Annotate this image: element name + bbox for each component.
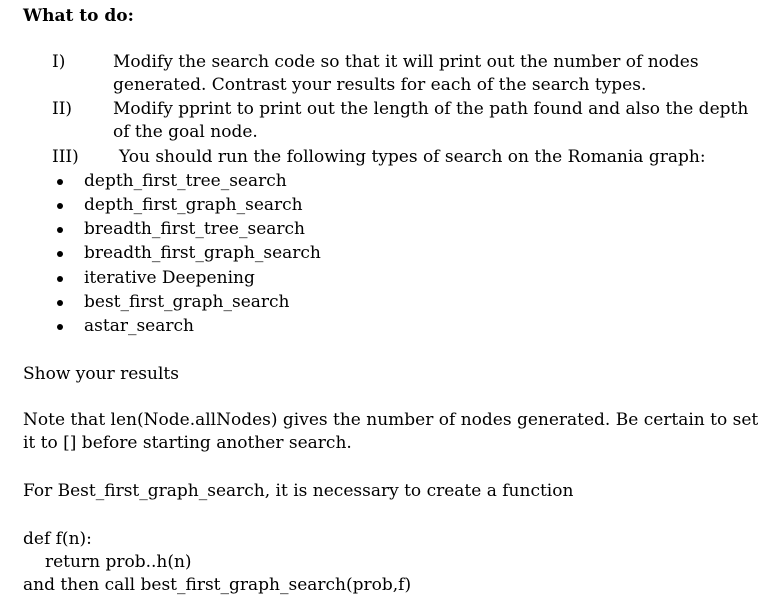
bullet-dot-icon — [57, 251, 63, 257]
numbered-line-2b: of the goal node. — [113, 122, 258, 142]
numbered-line-3a: You should run the following types of search on the Romania graph: — [119, 147, 706, 167]
show-results-text: Show your results — [23, 364, 179, 384]
bullet-dot-icon — [57, 324, 63, 330]
heading: What to do: — [23, 6, 134, 26]
bullet-item: breadth_first_graph_search — [84, 243, 321, 263]
numbered-line-1a: Modify the search code so that it will print out the number of nodes — [113, 52, 699, 72]
code-line-call: and then call best_first_graph_search(prob,f) — [23, 575, 412, 595]
numbered-label-3: III) — [52, 147, 79, 167]
bullet-item: best_first_graph_search — [84, 292, 290, 312]
bullet-dot-icon — [57, 300, 63, 306]
note-line-1: Note that len(Node.allNodes) gives the number of nodes generated. Be certain to set — [23, 410, 759, 430]
numbered-label-1: I) — [52, 52, 66, 72]
bullet-dot-icon — [57, 203, 63, 209]
bullet-item: depth_first_graph_search — [84, 195, 303, 215]
bullet-dot-icon — [57, 227, 63, 233]
bullet-dot-icon — [57, 179, 63, 185]
bullet-item: astar_search — [84, 316, 194, 336]
numbered-line-2a: Modify pprint to print out the length of the path found and also the depth — [113, 99, 749, 119]
note-line-2: it to [] before starting another search. — [23, 433, 352, 453]
numbered-line-1b: generated. Contrast your results for each of the search types. — [113, 75, 647, 95]
bullet-item: breadth_first_tree_search — [84, 219, 305, 239]
bullet-item: depth_first_tree_search — [84, 171, 287, 191]
bullet-dot-icon — [57, 276, 63, 282]
numbered-label-2: II) — [52, 99, 73, 119]
bullet-item: iterative Deepening — [84, 268, 255, 288]
code-line-return: return prob..h(n) — [45, 552, 192, 572]
code-line-def: def f(n): — [23, 529, 92, 549]
best-first-note: For Best_first_graph_search, it is necessary to create a function — [23, 481, 574, 501]
